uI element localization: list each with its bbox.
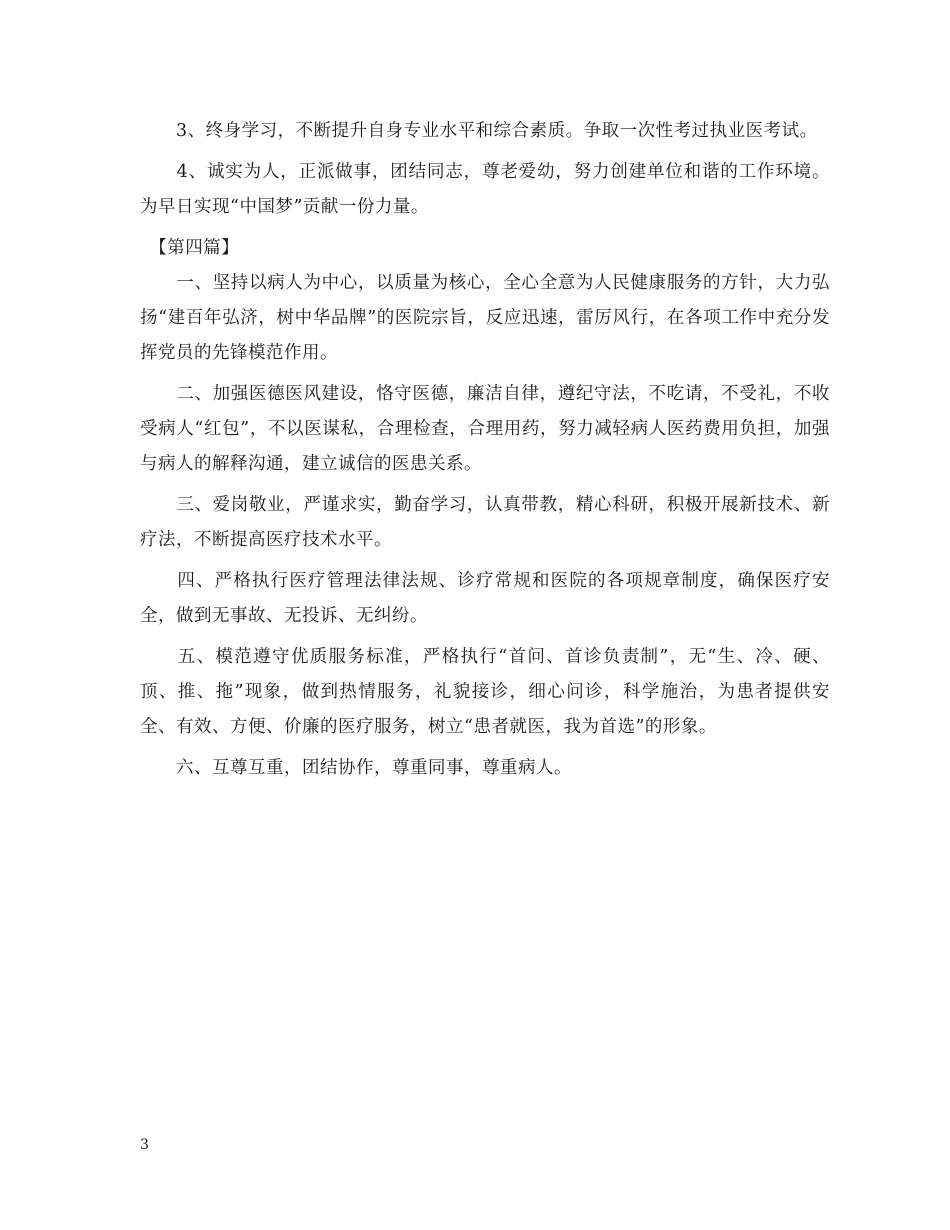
document-body (140, 114, 830, 792)
paragraph-item-2: 二、加强医德医风建设，恪守医德，廉洁自律，遵纪守法，不吃请，不受礼，不收受病人“红包”，不以医谋私，合理检查，合理用药，努力减轻病人医药费用负担，加强与病人的解释沟通，建立诚信的医患关系。 (140, 384, 830, 474)
section-heading: 【第四篇】 (140, 238, 240, 258)
paragraph-item-4: 四、严格执行医疗管理法律法规、诊疗常规和医院的各项规章制度，确保医疗安全，做到无事故、无投诉、无纠纷。 (140, 571, 830, 626)
paragraph-item-1: 一、坚持以病人为中心，以质量为核心，全心全意为人民健康服务的方针，大力弘扬“建百年弘济，树中华品牌”的医院宗旨，反应迅速，雷厉风行，在各项工作中充分发挥党员的先锋模范作用。 (140, 273, 830, 363)
paragraph-item-3: 三、爱岗敬业，严谨求实，勤奋学习，认真带教，精心科研，积极开展新技术、新疗法，不断提高医疗技术水平。 (140, 495, 830, 550)
paragraph-honesty: 4、诚实为人，正派做事，团结同志，尊老爱幼，努力创建单位和谐的工作环境。为早日实现“中国梦”贡献一份力量。 (140, 162, 830, 217)
paragraph-item-5: 五、模范遵守优质服务标准，严格执行“首问、首诊负责制”，无“生、冷、硬、顶、推、拖”现象，做到热情服务，礼貌接诊，细心问诊，科学施治，为患者提供安全、有效、方便、价廉的医疗服务，树立“患者就医，我为首选”的形象。 (140, 647, 830, 737)
page-number: 3 (140, 1137, 149, 1153)
paragraph-lifelong-learning: 3、终身学习，不断提升自身专业水平和综合素质。争取一次性考过执业医考试。 (140, 121, 818, 141)
paragraph-item-6: 六、互尊互重，团结协作，尊重同事，尊重病人。 (140, 758, 572, 778)
